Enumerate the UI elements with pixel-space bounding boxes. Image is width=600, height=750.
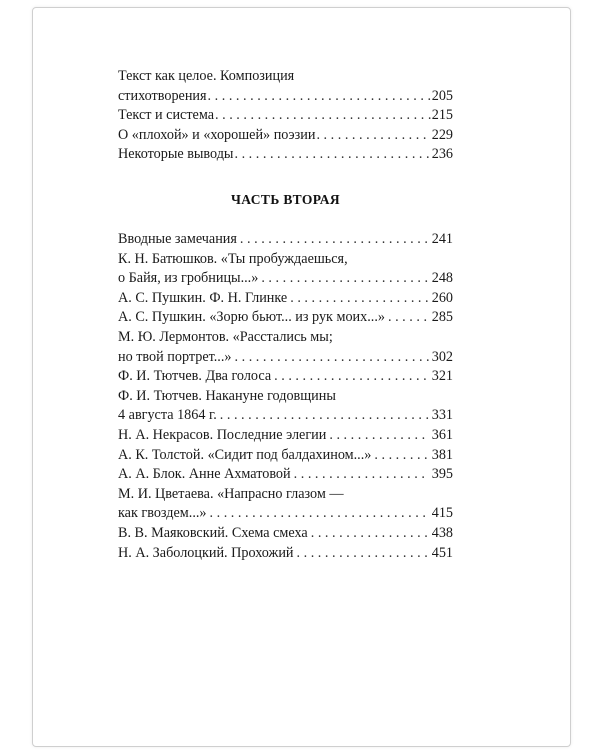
toc-entry-line [118,250,453,270]
toc-entry-line [118,367,453,387]
toc-entry-page-number: 331 [431,407,453,424]
toc-entry-line [118,426,453,446]
section-heading: ЧАСТЬ ВТОРАЯ [230,192,340,207]
toc-entry-line [118,308,453,328]
toc-entry-line [118,406,453,426]
dot-leader [290,289,429,309]
toc-entry-line [118,524,453,544]
dot-leader [261,269,428,289]
dot-leader [215,106,431,126]
toc-entry-line [118,348,453,368]
toc-entry-page-number: 438 [431,524,453,541]
dot-leader [220,406,429,426]
toc-entry-page-number: 236 [431,146,453,163]
toc-entry-title: А. С. Пушкин. Ф. Н. Глинке [118,289,288,306]
toc-entry [118,230,453,250]
toc-entry-title: Текст и система [118,107,215,124]
toc-entry [118,524,453,544]
toc-entry-line [118,87,453,107]
table-of-contents [118,67,453,561]
toc-entry-title: Ф. И. Тютчев. Накануне годовщины [118,387,336,404]
dot-leader [388,308,429,328]
toc-entry [118,126,453,146]
toc-entry-line [118,465,453,485]
toc-entry [118,465,453,485]
toc-entry-page-number: 361 [431,426,453,443]
toc-entry-line [118,126,453,146]
toc-entry [118,446,453,466]
toc-part-two [118,230,453,563]
toc-entry-title: Некоторые выводы [118,146,234,163]
toc-entry-page-number: 285 [431,309,453,326]
toc-entry [118,67,453,106]
toc-entry-page-number: 395 [431,466,453,483]
toc-entry-line [118,106,453,126]
toc-entry-page-number: 415 [431,505,453,522]
toc-entry-title: О «плохой» и «хорошей» поэзии [118,126,316,143]
toc-entry-title: но твой портрет...» [118,348,232,365]
dot-leader [329,426,428,446]
toc-entry-line [118,230,453,250]
dot-leader [311,524,429,544]
toc-entry-page-number: 260 [431,289,453,306]
toc-entry [118,289,453,309]
toc-entry-line [118,145,453,165]
toc-entry-page-number: 215 [431,107,453,124]
dot-leader [274,367,429,387]
toc-entry-page-number: 241 [431,231,453,247]
toc-entry-title: А. С. Пушкин. «Зорю бьют... из рук моих...» [118,309,385,326]
toc-entry-title: А. К. Толстой. «Сидит под балдахином...» [118,446,372,463]
toc-entry [118,485,453,524]
dot-leader [234,145,430,165]
toc-entry-line [118,446,453,466]
toc-entry-line [118,289,453,309]
dot-leader [235,348,429,368]
toc-entry-title: А. А. Блок. Анне Ахматовой [118,466,291,483]
toc-entry-title: Текст как целое. Композиция [118,68,295,84]
dot-leader [294,465,429,485]
toc-entry-line [118,67,453,87]
toc-entry [118,426,453,446]
toc-entry-line [118,485,453,505]
toc-entry-page-number: 321 [431,368,453,385]
toc-entry-page-number: 248 [431,270,453,287]
toc-entry-page-number: 451 [431,544,453,561]
toc-entry-line [118,328,453,348]
dot-leader [240,230,429,250]
dot-leader [210,504,429,524]
toc-entry-page-number: 302 [431,348,453,365]
toc-entry-title: Вводные замечания [118,231,237,247]
toc-entry [118,387,453,426]
dot-leader [316,126,430,146]
toc-entry [118,544,453,564]
toc-entry [118,328,453,367]
toc-entry-title: М. Ю. Лермонтов. «Расстались мы; [118,328,333,345]
toc-entry [118,106,453,126]
toc-entry-page-number: 381 [431,446,453,463]
toc-entry-title: 4 августа 1864 г. [118,407,217,424]
toc-entry-line [118,544,453,564]
dot-leader [297,544,429,564]
toc-entry-page-number: 229 [431,126,453,143]
toc-entry [118,250,453,289]
dot-leader [208,87,431,107]
toc-entry-title: М. И. Цветаева. «Напрасно глазом — [118,485,344,502]
toc-entry [118,367,453,387]
toc-entry-page-number: 205 [431,87,453,104]
toc-entry-title: Н. А. Заболоцкий. Прохожий [118,544,294,561]
toc-entry-line [118,504,453,524]
toc-entry [118,145,453,165]
toc-entry [118,308,453,328]
toc-entry-title: стихотворения [118,87,207,104]
toc-entry-title: о Байя, из гробницы...» [118,270,259,287]
toc-entry-line [118,269,453,289]
dot-leader [374,446,428,466]
toc-entry-title: Н. А. Некрасов. Последние элегии [118,426,327,443]
toc-part-one [118,67,453,165]
toc-entry-title: К. Н. Батюшков. «Ты пробуждаешься, [118,250,348,267]
toc-entry-title: В. В. Маяковский. Схема смеха [118,524,308,541]
toc-entry-line [118,387,453,407]
toc-entry-title: Ф. И. Тютчев. Два голоса [118,368,272,385]
toc-entry-title: как гвоздем...» [118,505,207,522]
